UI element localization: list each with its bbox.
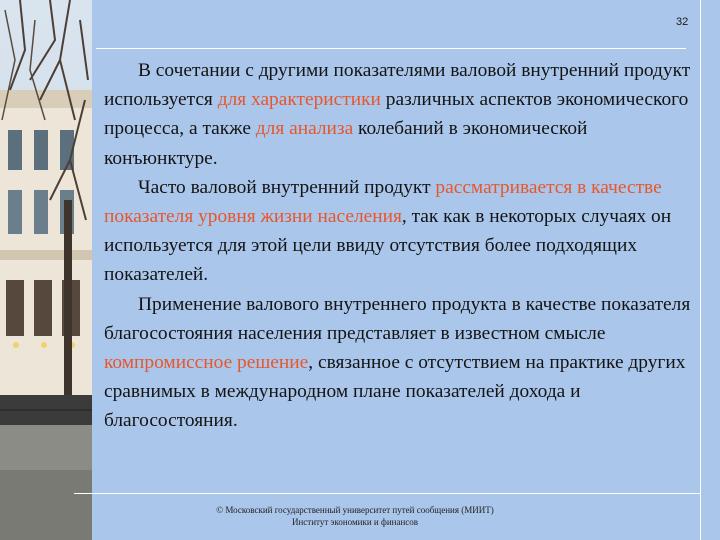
text-run: , связанное с отсутствием на практике других сравнимых в международном плане показателей дохода и благосостояния.: [104, 352, 686, 432]
highlight-text: рассматривается в качестве показателя уровня жизни населения: [104, 176, 662, 228]
building-photo: [0, 0, 92, 540]
page-number: 32: [676, 16, 689, 28]
text-run: Применение валового внутреннего продукта в качестве показателя благосостояния населения представляет в известном смысле: [104, 293, 691, 344]
paragraph-3: [104, 290, 704, 436]
highlight-text: компромиссное решение: [104, 352, 309, 374]
footer-university: © Московский государственный университет путей сообщения (МИИТ): [216, 505, 494, 515]
footer: [200, 504, 510, 528]
main-text: [104, 56, 704, 436]
top-divider: [96, 48, 686, 49]
text-run: , так как в некоторых случаях он используется для этой цели ввиду отсутствия более подходящих показателей.: [104, 206, 672, 286]
text-run: В сочетании с другими показателями валовой внутренний продукт используется: [104, 60, 691, 111]
text-run: различных аспектов экономического процесса, а также: [104, 89, 689, 140]
highlight-text: для анализа: [255, 118, 354, 140]
text-run: колебаний в экономической конъюнктуре.: [104, 118, 588, 169]
bottom-divider: [74, 493, 701, 494]
paragraph-1: [104, 56, 704, 173]
highlight-text: для характеристики: [217, 89, 381, 111]
text-run: Часто валовой внутренний продукт: [138, 176, 436, 198]
footer-institute: Институт экономики и финансов: [291, 517, 419, 527]
paragraph-2: [104, 173, 704, 290]
